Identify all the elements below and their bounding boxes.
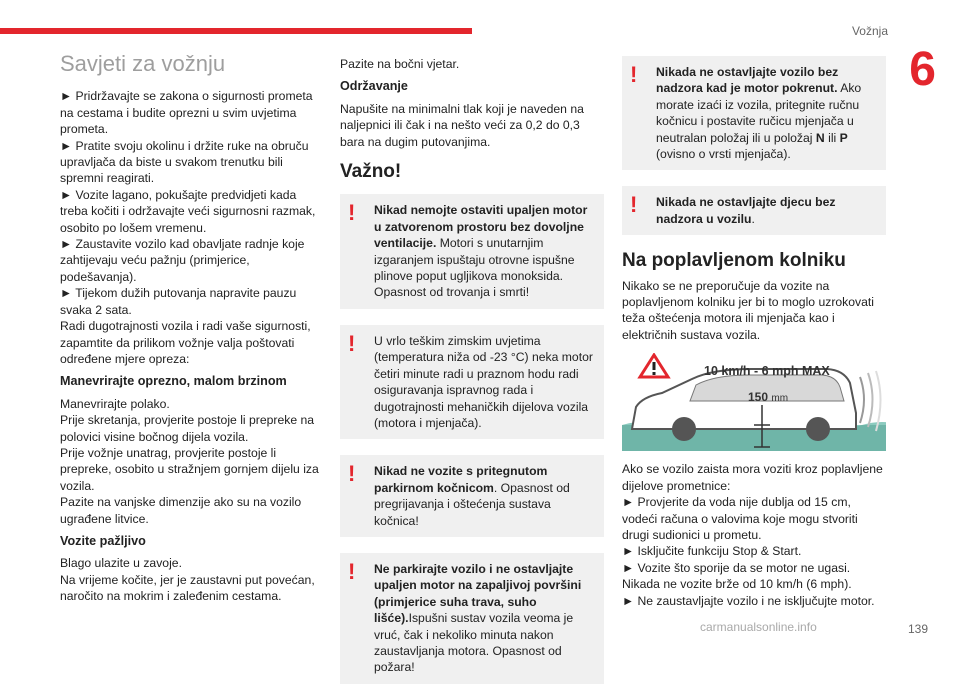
warning-box [340,455,604,537]
section-label: Vožnja [851,24,888,38]
heading-flood: Na poplavljenom kolniku [622,250,846,272]
warning-bold: Nikad nemojte ostaviti upaljen motor u zatvorenom prostoru bez dovoljne ventilacije. [374,203,588,251]
top-accent-bar [0,28,472,34]
wind-text: Pazite na bočni vjetar. [340,57,460,71]
intro-line: Radi dugotrajnosti vozila i radi vaše sigurnosti, zapamtite da prilikom vožnje valja poštovati određene mjere opreza: [60,319,311,366]
speed-label: 10 km/h - 6 mph MAX [704,364,830,379]
intro-line: ► Pratite svoju okolinu i držite ruke na obruču upravljača da biste u svakom trenutku bili spremni reagirati. [60,138,309,186]
depth-label [748,389,788,407]
warning-bold: Nikad ne vozite s pritegnutom parkirnom kočnicom [374,464,548,495]
maneuver-line: Pazite na vanjske dimenzije ako su na vozilo ugrađene litvice. [60,495,302,526]
warning-box [340,553,604,684]
warning-text: Ako morate izaći iz vozila, pritegnite ručnu kočnicu i postavite ručicu mjenjača u neutralan položaj ili u položaj [656,81,862,145]
warning-bold: Nikada ne ostavljajte vozilo bez nadzora kad je motor pokrenut. [656,65,839,96]
gear-n: N [815,130,825,145]
heading-important: Važno! [340,161,402,183]
maneuver-line: Prije skretanja, provjerite postoje li prepreke na polovici visine bočnog dijela vozila. [60,413,315,444]
flood-line: ► Isključite funkciju Stop & Start. [622,544,802,559]
heading-careful: Vozite pažljivo [60,533,146,548]
intro-line: ► Tijekom dužih putovanja napravite pauzu svaka 2 sata. [60,286,297,317]
warning-bold: Nikada ne ostavljajte djecu bez nadzora u vozilu [656,195,836,226]
maneuver-line: Prije vožnje unatrag, provjerite postoje li prepreke, osobito u stražnjem gornjem dijelu iza vozila. [60,445,319,493]
flood-instructions [622,461,886,609]
flood-line: ► Vozite što sporije da se motor ne ugasi. Nikada ne vozite brže od 10 km/h (6 mph). [622,560,852,592]
chapter-number: 6 [909,43,936,96]
warning-box [340,194,604,308]
warning-text: . Opasnost od pregrijavanja i oštećenja sustava kočnica! [374,480,570,528]
warning-icon: ! [630,62,638,87]
maneuver-text [60,396,322,527]
watermark: carmanualsonline.info [700,620,817,634]
intro-line: ► Zaustavite vozilo kad obavljate radnje koje zahtijevaju veću pažnju (primjerice, podešavanja). [60,237,305,284]
maneuver-line: Manevrirajte polako. [60,396,170,411]
warning-icon: ! [630,192,638,218]
warning-icon: ! [348,461,356,487]
warning-box [622,56,886,170]
depth-value: 150 [748,390,769,405]
intro-line: ► Vozite lagano, pokušajte predvidjeti kada treba kočiti i održavajte veći sigurnosni razmak, osobito po lošem vremenu. [60,187,316,235]
flood-line: Ako se vozilo zaista mora voziti kroz poplavljene dijelove prometnice: [622,462,883,493]
warning-icon: ! [348,200,356,226]
page-number: 139 [907,622,928,636]
heading-maneuver: Manevrirajte oprezno, malom brzinom [60,374,287,389]
warning-box [340,325,604,439]
careful-line: Blago ulazite u zavoje. [60,556,182,571]
depth-unit: mm [771,393,789,405]
intro-text [60,88,322,367]
warning-text: . [751,211,755,226]
warning-text: ili [824,130,840,145]
careful-line: Na vrijeme kočite, jer je zaustavni put povećan, naročito na mokrim i zaleđenim cestama. [60,572,315,604]
column-3 [622,56,886,609]
flood-intro: Nikako se ne preporučuje da vozite na poplavljenom kolniku jer bi to moglo uzrokovati teža oštećenja motora ili mjenjača kao i električnih sustava vozila. [622,278,875,342]
warning-icon: ! [348,330,356,356]
intro-line: ► Pridržavajte se zakona o sigurnosti prometa na cestama i budite oprezni u svim uvjetima prometa. [60,89,313,137]
warning-text: U vrlo teškim zimskim uvjetima (temperatura niža od -23 °C) neka motor četiri minute radi u praznom hodu radi osiguravanja ispravnog rada i dugotrajnosti mehaničkih dijelova vozila (motora i mjenjača). [374,333,593,430]
warning-box [622,186,886,235]
warning-text: Ispušni sustav vozila veoma je vruć, čak i nekoliko minuta nakon zaustavljanja motora. Opasnost od požara! [374,611,574,675]
gear-p: P [839,130,848,145]
warning-text: (ovisno o vrsti mjenjača). [656,147,791,162]
flood-line: ► Ne zaustavljajte vozilo i ne isključujte motor. [622,593,875,608]
careful-text [60,555,322,604]
warning-bold: Ne parkirajte vozilo i ne ostavljajte upaljen motor na zapaljivoj površini (primjerice suha trava, suho lišće). [374,561,582,626]
column-1 [60,51,322,605]
flood-line: ► Provjerite da voda nije dublja od 15 cm, vodeći računa o valovima koje mogu stvoriti drugi sudionici u prometu. [622,495,858,542]
heading-maintenance: Održavanje [340,79,408,94]
maintenance-text: Napušite na minimalni tlak koji je naveden na naljepnici ili čak i na nešto veći za 0,2 do 0,3 bara na dugim putovanjima. [340,101,584,149]
warning-text: Motori s unutarnjim izgaranjem ispuštaju otrovne ispušne plinove poput ugljikova monoksida. Opasnost od trovanja i smrti! [374,236,575,300]
flood-figure [622,353,886,451]
page-title: Savjeti za vožnju [60,51,226,76]
column-2 [340,56,604,700]
warning-icon: ! [348,558,356,584]
